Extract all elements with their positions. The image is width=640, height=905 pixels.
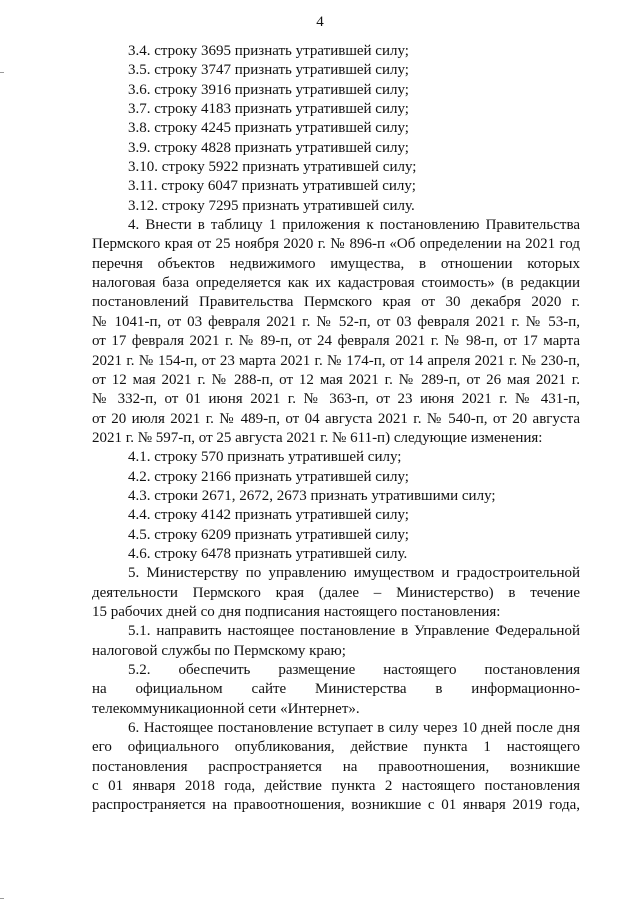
list-item: 3.7. строку 4183 признать утратившей силу; bbox=[128, 101, 409, 118]
paragraph-line: 5.2. обеспечить размещение настоящего постановления bbox=[128, 662, 580, 678]
paragraph-line: телекоммуникационной сети «Интернет». bbox=[92, 700, 360, 717]
paragraph-line: его официального опубликования, действие пункта 1 настоящего bbox=[92, 739, 580, 756]
list-item: 4.6. строку 6478 признать утратившей силу. bbox=[128, 545, 408, 562]
section-3-items bbox=[92, 42, 580, 216]
list-item: 3.8. строку 4245 признать утратившей силу; bbox=[128, 120, 409, 137]
paragraph-line: постановлений Правительства Пермского края от 30 декабря 2020 г. bbox=[92, 294, 580, 311]
list-item: 3.11. строку 6047 признать утратившей силу; bbox=[128, 178, 416, 195]
paragraph-5-2 bbox=[92, 661, 580, 719]
section-4-items bbox=[92, 448, 580, 564]
list-item: 3.6. строку 3916 признать утратившей силу; bbox=[128, 81, 409, 98]
paragraph-line: на официальном сайте Министерства в информационно- bbox=[92, 681, 580, 698]
paragraph-line: 5. Министерству по управлению имуществом и градостроительной bbox=[128, 565, 580, 582]
paragraph-line: налоговой службы по Пермскому краю; bbox=[92, 642, 346, 659]
paragraph-5 bbox=[92, 564, 580, 622]
list-item: 3.9. строку 4828 признать утратившей силу; bbox=[128, 139, 409, 156]
list-item: 4.5. строку 6209 признать утратившей силу; bbox=[128, 526, 409, 543]
scan-edge-mark-top bbox=[0, 72, 4, 73]
paragraph-4 bbox=[92, 216, 580, 448]
paragraph-line: распространяется на правоотношения, возникшие с 01 января 2019 года, bbox=[92, 797, 580, 814]
list-item: 4.2. строку 2166 признать утратившей силу; bbox=[128, 468, 409, 485]
paragraph-line: от 12 мая 2021 г. № 288-п, от 12 мая 2021 г. № 289-п, от 26 мая 2021 г. bbox=[92, 371, 580, 388]
paragraph-line: от 17 февраля 2021 г. № 89-п, от 24 февраля 2021 г. № 98-п, от 17 марта bbox=[92, 333, 580, 350]
page-number: 4 bbox=[316, 14, 324, 30]
paragraph-line: № 332-п, от 01 июня 2021 г. № 363-п, от 23 июня 2021 г. № 431-п, bbox=[92, 391, 580, 408]
paragraph-line: с 01 января 2018 года, действие пункта 2 настоящего постановления bbox=[92, 778, 580, 795]
paragraph-line: 2021 г. № 154-п, от 23 марта 2021 г. № 174-п, от 14 апреля 2021 г. № 230-п, bbox=[92, 352, 580, 369]
list-item: 4.3. строки 2671, 2672, 2673 признать утратившими силу; bbox=[128, 487, 496, 504]
scan-edge-mark-bottom bbox=[0, 898, 4, 899]
paragraph-line: постановления распространяется на правоотношения, возникшие bbox=[92, 758, 580, 775]
paragraph-line: 2021 г. № 597-п, от 25 августа 2021 г. № 611-п) следующие изменения: bbox=[92, 429, 543, 446]
paragraph-line: Пермского края от 25 ноября 2020 г. № 896-п «Об определении на 2021 год bbox=[92, 236, 580, 253]
list-item: 4.1. строку 570 признать утратившей силу; bbox=[128, 449, 402, 466]
list-item: 3.12. строку 7295 признать утратившей силу. bbox=[128, 197, 415, 214]
list-item: 3.4. строку 3695 признать утратившей силу; bbox=[128, 43, 409, 59]
paragraph-line: 6. Настоящее постановление вступает в силу через 10 дней после дня bbox=[128, 720, 580, 737]
list-item: 4.4. строку 4142 признать утратившей силу; bbox=[128, 507, 409, 524]
list-item: 3.10. строку 5922 признать утратившей силу; bbox=[128, 159, 417, 176]
paragraph-line: от 20 июля 2021 г. № 489-п, от 04 августа 2021 г. № 540-п, от 20 августа bbox=[92, 410, 580, 427]
document-body bbox=[92, 42, 580, 816]
paragraph-line: 4. Внести в таблицу 1 приложения к постановлению Правительства bbox=[128, 217, 580, 234]
list-item: 3.5. строку 3747 признать утратившей силу; bbox=[128, 62, 409, 79]
paragraph-line: налоговая база определяется как их кадастровая стоимость» (в редакции bbox=[92, 275, 580, 292]
paragraph-line: 5.1. направить настоящее постановление в Управление Федеральной bbox=[128, 623, 580, 640]
paragraph-line: деятельности Пермского края (далее – Министерство) в течение bbox=[92, 584, 580, 601]
paragraph-line: № 1041-п, от 03 февраля 2021 г. № 52-п, от 03 февраля 2021 г. № 53-п, bbox=[92, 313, 580, 330]
paragraph-line: 15 рабочих дней со дня подписания настоящего постановления: bbox=[92, 603, 501, 620]
paragraph-5-1 bbox=[92, 622, 580, 661]
paragraph-line: перечня объектов недвижимого имущества, в отношении которых bbox=[92, 255, 580, 272]
paragraph-6 bbox=[92, 719, 580, 816]
